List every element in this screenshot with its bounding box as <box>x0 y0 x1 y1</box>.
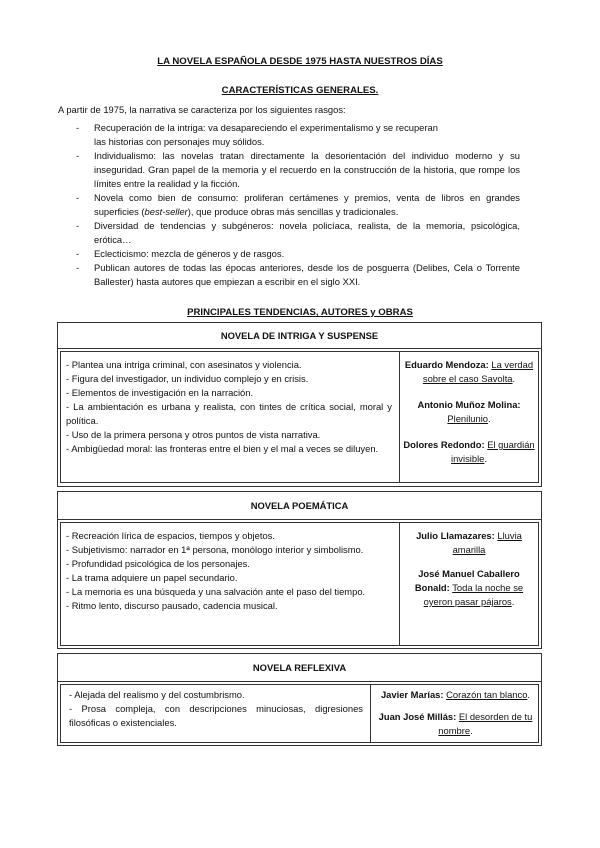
list-item: - Subjetivismo: narrador en 1ª persona, monólogo interior y simbolismo. <box>66 544 364 555</box>
authors-list <box>408 529 530 609</box>
list-item: - Figura del investigador, un individuo complejo y en crisis. <box>66 373 309 384</box>
section-title: NOVELA POEMÁTICA <box>58 492 541 520</box>
author-entry: José Manuel Caballero Bonald: Toda la noche se oyeron pasar pájaros. <box>414 568 524 607</box>
characteristics-heading: CARACTERÍSTICAS GENERALES. <box>221 85 379 96</box>
list-item: - La trama adquiere un papel secundario. <box>66 572 238 583</box>
author-entry: Juan José Millás: El desorden de tu nombre. <box>378 711 533 736</box>
intro-text: A partir de 1975, la narrativa se caracteriza por los siguientes rasgos: <box>58 104 346 115</box>
author-entry: Julio Llamazares: Lluvia amarilla <box>416 530 522 555</box>
traits-cell <box>60 684 371 743</box>
list-item: - Novela como bien de consumo: proliferan certámenes y premios, venta de libros en grandes superficies (best-seller), que produce obras más sencillas y tradicionales. <box>76 192 520 217</box>
authors-list <box>375 688 536 738</box>
tendencies-heading: PRINCIPALES TENDENCIAS, AUTORES y OBRAS <box>187 307 413 318</box>
traits-list <box>66 358 392 456</box>
list-item: - Recuperación de la intriga: va desapareciendo el experimentalismo y se recuperan las historias con personajes muy sólidos. <box>76 122 438 147</box>
authors-cell <box>399 351 539 483</box>
authors-list <box>402 358 536 466</box>
section-title: NOVELA DE INTRIGA Y SUSPENSE <box>58 323 541 349</box>
traits-cell <box>60 522 400 646</box>
list-item: - Alejada del realismo y del costumbrismo. <box>69 689 245 700</box>
author-entry: Eduardo Mendoza: La verdad sobre el caso Savolta. <box>404 359 534 384</box>
list-item: - Ritmo lento, discurso pausado, cadencia musical. <box>66 600 278 611</box>
list-item: - La memoria es una búsqueda y una salvación ante el paso del tiempo. <box>66 586 366 597</box>
author-entry: Antonio Muñoz Molina: Plenilunio. <box>417 399 521 424</box>
section-poematica <box>57 491 542 649</box>
list-item: - Elementos de investigación en la narración. <box>66 387 254 398</box>
traits-cell <box>60 351 400 483</box>
traits-list <box>69 688 363 730</box>
section-reflexiva <box>57 653 542 746</box>
list-item: - Plantea una intriga criminal, con asesinatos y violencia. <box>66 359 302 370</box>
list-item: - La ambientación es urbana y realista, con tintes de crítica social, moral y política. <box>66 401 392 426</box>
list-item: - Profundidad psicológica de los personajes. <box>66 558 250 569</box>
list-item: - Prosa compleja, con descripciones minuciosas, digresiones filosóficas o existenciales. <box>69 703 363 728</box>
section-intriga <box>57 322 542 487</box>
authors-cell <box>370 684 539 743</box>
traits-list <box>66 529 392 613</box>
list-item: - Recreación lírica de espacios, tiempos y objetos. <box>66 530 275 541</box>
document-title: LA NOVELA ESPAÑOLA DESDE 1975 HASTA NUESTROS DÍAS <box>157 56 443 67</box>
list-item: - Publican autores de todas las épocas anteriores, desde los de posguerra (Delibes, Cela o Torrente Ballester) hasta autores que empiezan a escribir en el siglo XXI. <box>76 262 520 287</box>
list-item: - Ambigüedad moral: las fronteras entre el bien y el mal a veces se diluyen. <box>66 443 379 454</box>
authors-cell <box>399 522 539 646</box>
author-entry: Javier Marías: Corazón tan blanco. <box>380 689 531 700</box>
author-entry: Dolores Redondo: El guardián invisible. <box>403 439 535 464</box>
list-item: - Diversidad de tendencias y subgéneros: novela policíaca, realista, de la memoria, psicológica, erótica… <box>76 220 520 245</box>
list-item: - Individualismo: las novelas tratan directamente la desorientación del individuo moderno y su inseguridad. Gran papel de la memoria y el recuerdo en la construcción de la historia, que rompe los límites entre la realidad y la ficción. <box>76 150 520 189</box>
list-item: - Uso de la primera persona y otros puntos de vista narrativa. <box>66 429 321 440</box>
section-title: NOVELA REFLEXIVA <box>58 654 541 682</box>
features-list <box>58 121 520 289</box>
list-item: - Eclecticismo: mezcla de géneros y de rasgos. <box>76 248 285 259</box>
